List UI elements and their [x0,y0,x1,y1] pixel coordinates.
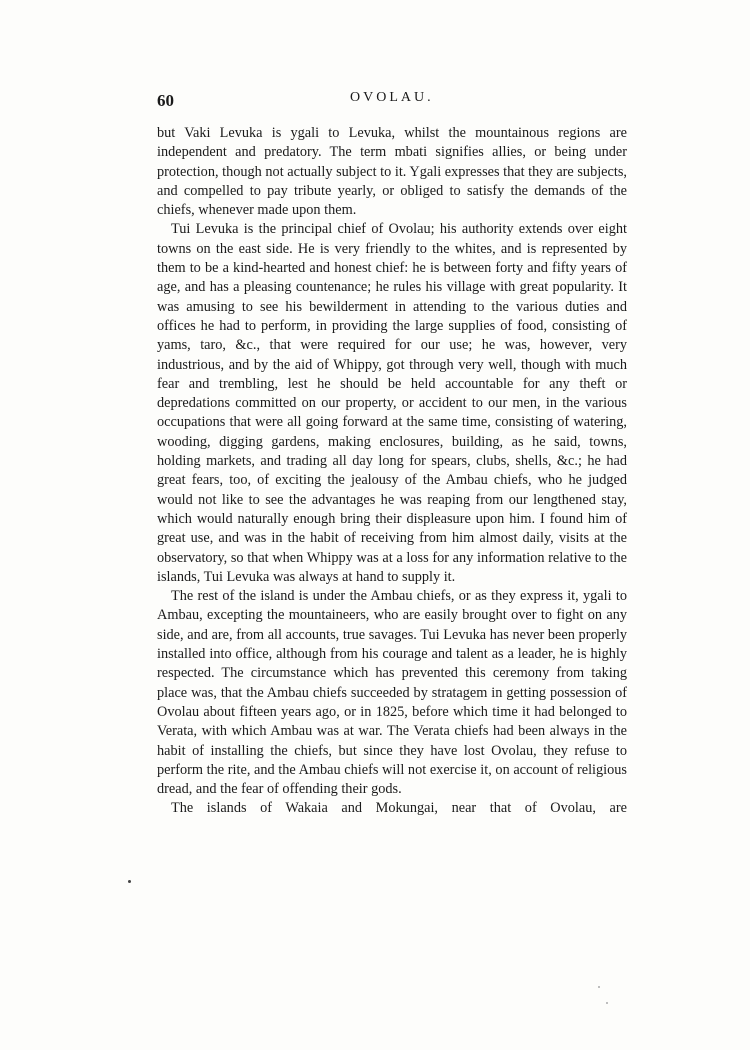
paragraph-2: Tui Levuka is the principal chief of Ovolau; his authority extends over eight towns on the east side. He is very friendly to the whites, and is represented by them to be a kind-hearted and honest chief: he is between forty and fifty years of age, and has a pleasing countenance; he rules his village with great popularity. It was amusing to see his bewilderment in attending to the various duties and offices he had to perform, in providing the large supplies of food, consisting of yams, taro, &c., that were required for our use; he was, however, very industrious, and by the aid of Whippy, got through very well, though with much fear and trembling, lest he should be held accountable for any theft or depredations committed on our property, or accident to our men, in the various occupations that were all going forward at the same time, consisting of watering, wooding, digging gardens, making enclosures, building, as he said, towns, holding markets, and trading all day long for spears, clubs, shells, &c.; he had great fears, too, of exciting the jealousy of the Ambau chiefs, who he judged would not like to see the advantages he was reaping from our lengthened stay, which would naturally enough bring their displeasure upon him. I found him of great use, and was in the habit of receiving from him almost daily, visits at the observatory, so that when Whippy was at a loss for any information relative to the islands, Tui Levuka was always at hand to supply it. [157,221,627,585]
paragraph-3: The rest of the island is under the Ambau chiefs, or as they express it, ygali to Ambau, excepting the mountaineers, who are easily brought over to fight on any side, and are, from all accounts, true savages. Tui Levuka has never been properly installed into office, although from his courage and talent as a leader, he is highly respected. The circumstance which has prevented this ceremony from taking place was, that the Ambau chiefs succeeded by stratagem in getting possession of Ovolau about fifteen years ago, or in 1825, before which time it had belonged to Verata, with which Ambau was at war. The Verata chiefs had been always in the habit of installing the chiefs, but since they have lost Ovolau, they refuse to perform the rite, and the Ambau chiefs will not exercise it, on account of religious dread, and the fear of offending their gods. [157,588,627,798]
paragraph-1: but Vaki Levuka is ygali to Levuka, whilst the mountainous regions are independent and predatory. The term mbati signifies allies, or being under protection, though not actually subject to it. Ygali expresses that they are subjects, and compelled to pay tribute yearly, or obliged to satisfy the demands of the chiefs, whenever made upon them. [157,125,627,219]
paper-speck [598,986,600,988]
running-head: OVOLAU. [350,90,434,105]
margin-dot [128,880,131,883]
page-number: 60 [157,91,174,110]
body-text [157,124,627,819]
paragraph-4: The islands of Wakaia and Mokungai, near that of Ovolau, are [171,800,627,817]
paper-speck [606,1002,608,1004]
